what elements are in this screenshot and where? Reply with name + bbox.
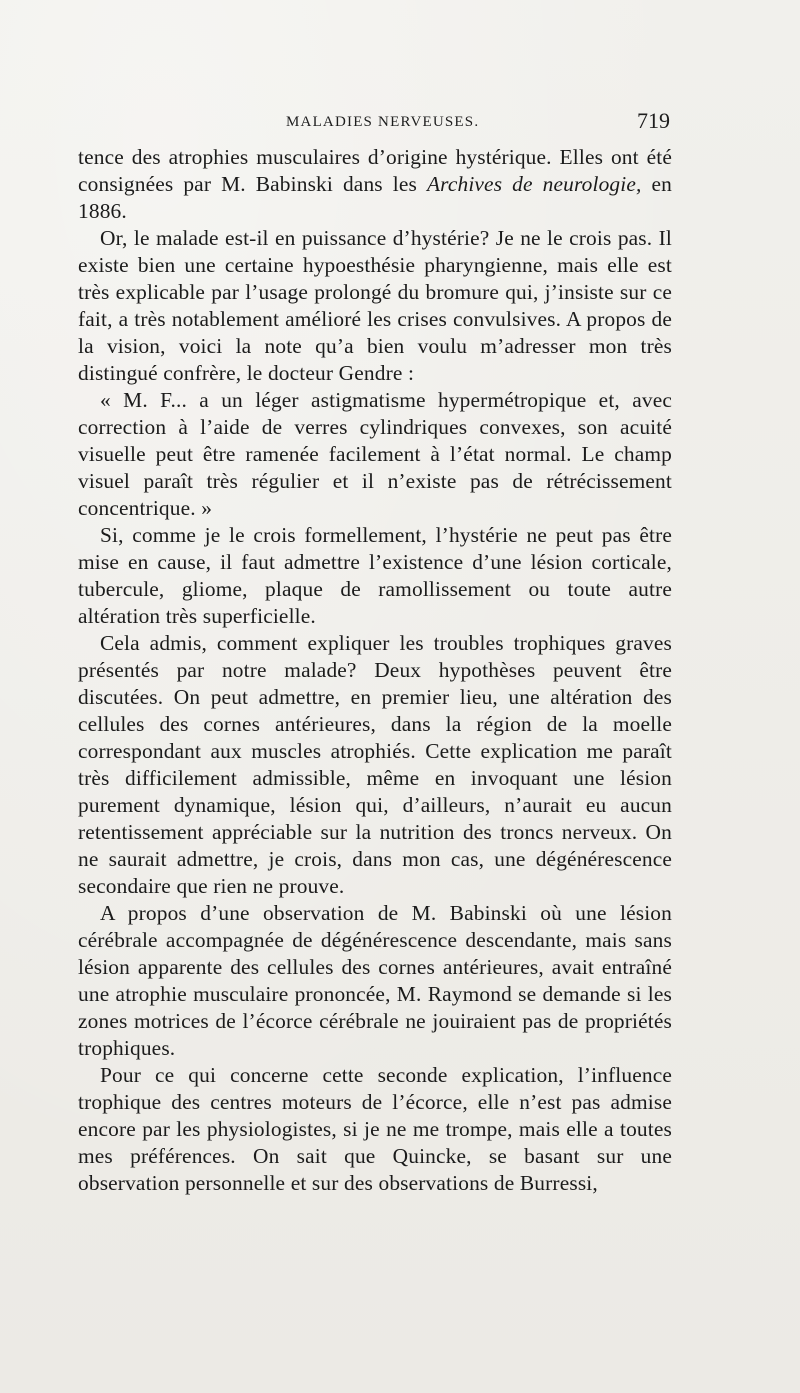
paragraph-3-quote: « M. F... a un léger astigmatisme hypermétropique et, avec correction à l’aide de verres cylindriques convexes, son acuité visuelle peut être ramenée facilement à l’état normal. Le champ visuel paraît très régulier et il n’existe pas de rétrécissement concentrique. » bbox=[78, 388, 672, 520]
page-number: 719 bbox=[637, 108, 670, 133]
paragraph-1-before: tence des atrophies musculaires d’origine hystérique. Elles ont été consignées par M. Babinski dans les bbox=[78, 145, 672, 196]
paragraph-2: Or, le malade est-il en puissance d’hystérie? Je ne le crois pas. Il existe bien une certaine hypoesthésie pharyngienne, mais elle est très explicable par l’usage prolongé du bromure qui, j’insiste sur ce fait, a très notablement amélioré les crises convulsives. A propos de la vision, voici la note qu’a bien voulu m’adresser mon très distingué confrère, le docteur Gendre : bbox=[78, 226, 672, 385]
paragraph-5: Cela admis, comment expliquer les troubles trophiques graves présentés par notre malade? Deux hypothèses peuvent être discutées. On peut admettre, en premier lieu, une altération des cellules des cornes antérieures, dans la région de la moelle correspondant aux muscles atrophiés. Cette explication me paraît très difficilement admissible, même en invoquant une lésion purement dynamique, lésion qui, d’ailleurs, n’aurait eu aucun retentissement appréciable sur la nutrition des troncs nerveux. On ne saurait admettre, je crois, dans mon cas, une dégénérescence secondaire que rien ne prouve. bbox=[78, 631, 672, 898]
paragraph-4: Si, comme je le crois formellement, l’hystérie ne peut pas être mise en cause, il faut admettre l’existence d’une lésion corticale, tubercule, gliome, plaque de ramollissement ou toute autre altération très superficielle. bbox=[78, 523, 672, 628]
body-text bbox=[78, 144, 672, 1197]
page-header bbox=[78, 108, 672, 138]
paragraph-1 bbox=[78, 144, 672, 225]
running-title: MALADIES NERVEUSES. bbox=[286, 114, 480, 130]
paragraph-1-after: en 1886. bbox=[78, 172, 672, 223]
paragraph-7: Pour ce qui concerne cette seconde explication, l’influence trophique des centres moteurs de l’écorce, elle n’est pas admise encore par les physiologistes, si je ne me trompe, mais elle a toutes mes préférences. On sait que Quincke, se basant sur une observation personnelle et sur des observations de Burressi, bbox=[78, 1063, 672, 1195]
paragraph-6: A propos d’une observation de M. Babinski où une lésion cérébrale accompagnée de dégénérescence descendante, mais sans lésion apparente des cellules des cornes antérieures, avait entraîné une atrophie musculaire prononcée, M. Raymond se demande si les zones motrices de l’écorce cérébrale ne jouiraient pas de propriétés trophiques. bbox=[78, 901, 672, 1060]
journal-title: Archives de neurologie, bbox=[426, 172, 642, 196]
